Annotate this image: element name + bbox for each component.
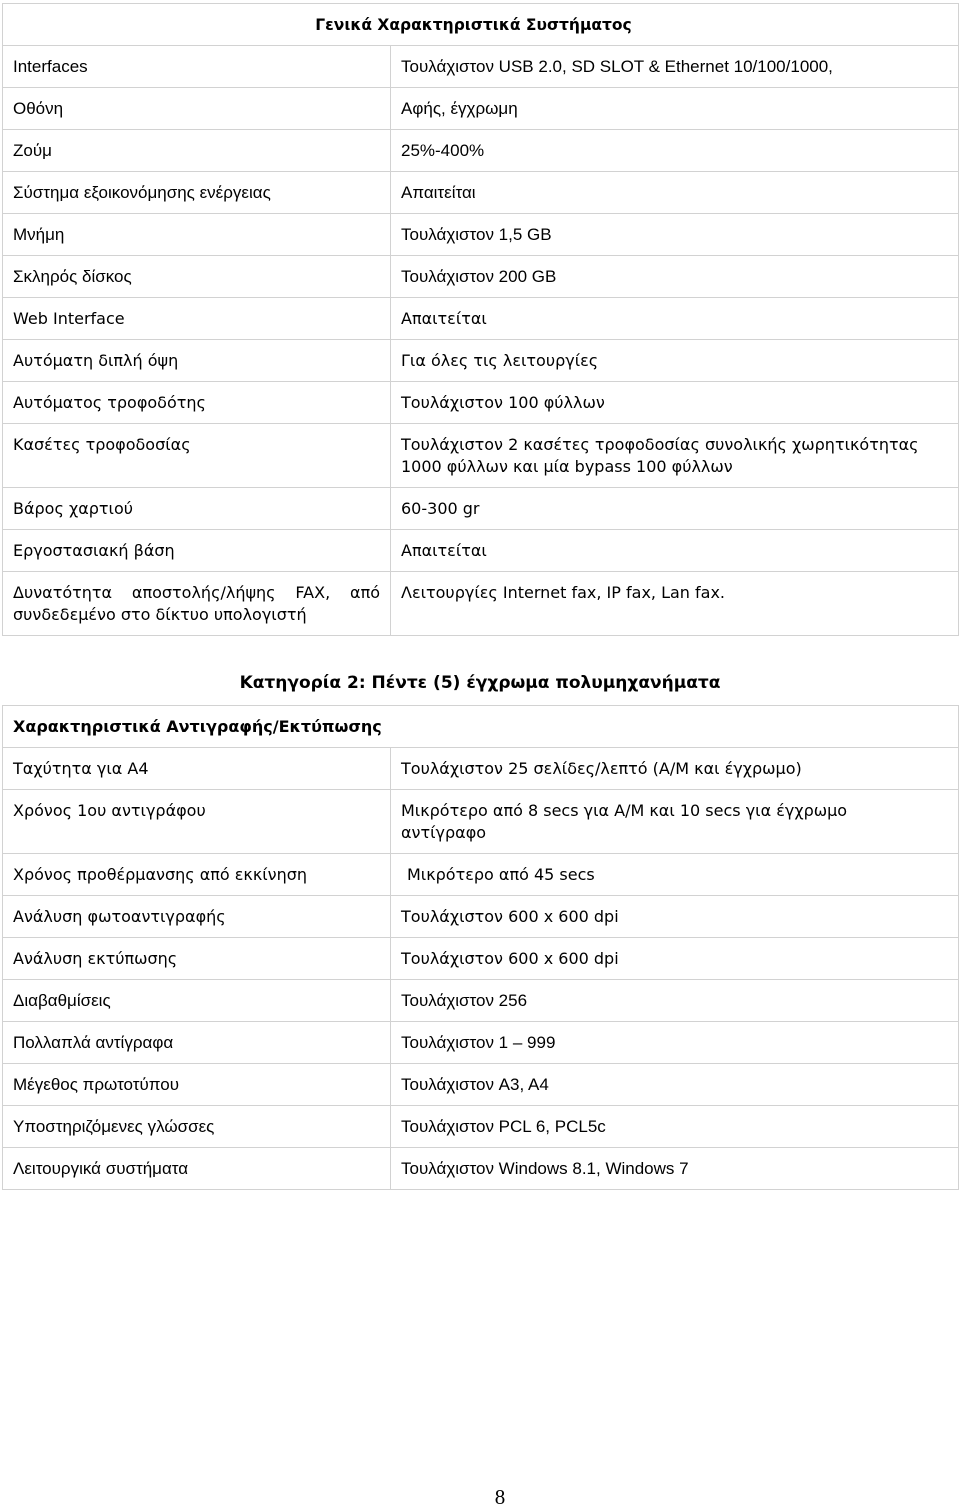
spec-label: Χρόνος προθέρμανσης από εκκίνηση xyxy=(3,854,391,896)
spec-value: Τουλάχιστον Windows 8.1, Windows 7 xyxy=(391,1148,959,1190)
spec-value: Τουλάχιστον USB 2.0, SD SLOT & Ethernet 10/100/1000, xyxy=(391,46,959,88)
spec-label: Οθόνη xyxy=(3,88,391,130)
spec-label: Βάρος χαρτιού xyxy=(3,488,391,530)
table-row xyxy=(3,854,959,896)
spec-value: 60-300 gr xyxy=(391,488,959,530)
spec-label: Ανάλυση εκτύπωσης xyxy=(3,938,391,980)
table-row xyxy=(3,382,959,424)
spec-label: Λειτουργικά συστήματα xyxy=(3,1148,391,1190)
spec-value: Μικρότερο από 8 secs για Α/Μ και 10 secs για έγχρωμο αντίγραφο xyxy=(391,790,959,854)
spec-label: Αυτόματη διπλή όψη xyxy=(3,340,391,382)
spec-label: Ταχύτητα για A4 xyxy=(3,748,391,790)
table-row xyxy=(3,88,959,130)
spec-value: Τουλάχιστον 200 GB xyxy=(391,256,959,298)
table-title: Χαρακτηριστικά Αντιγραφής/Εκτύπωσης xyxy=(3,706,959,748)
spec-value: Τουλάχιστον A3, A4 xyxy=(391,1064,959,1106)
spec-value-text: Μικρότερο από 45 secs xyxy=(407,865,595,884)
table-row xyxy=(3,938,959,980)
spec-value: Τουλάχιστον 2 κασέτες τροφοδοσίας συνολικής χωρητικότητας 1000 φύλλων και μία bypass 100 φύλλων xyxy=(391,424,959,488)
spec-label: Πολλαπλά αντίγραφα xyxy=(3,1022,391,1064)
spec-label: Χρόνος 1ου αντιγράφου xyxy=(3,790,391,854)
category-heading: Κατηγορία 2: Πέντε (5) έγχρωμα πολυμηχανήματα xyxy=(239,673,721,693)
table-row xyxy=(3,214,959,256)
spec-label: Υποστηριζόμενες γλώσσες xyxy=(3,1106,391,1148)
spec-value: Απαιτείται xyxy=(391,530,959,572)
table-row xyxy=(3,1148,959,1190)
table-row xyxy=(3,980,959,1022)
spec-label: Κασέτες τροφοδοσίας xyxy=(3,424,391,488)
table-row xyxy=(3,530,959,572)
spec-value: Απαιτείται xyxy=(391,298,959,340)
spec-value: 25%-400% xyxy=(391,130,959,172)
table-row xyxy=(3,1106,959,1148)
spec-value: Λειτουργίες Internet fax, IP fax, Lan fax. xyxy=(391,572,959,636)
spec-label: Ανάλυση φωτοαντιγραφής xyxy=(3,896,391,938)
table-row xyxy=(3,424,959,488)
table-header-row xyxy=(3,4,959,46)
spec-label: Σύστημα εξοικονόμησης ενέργειας xyxy=(3,172,391,214)
table-row xyxy=(3,1022,959,1064)
table-title: Γενικά Χαρακτηριστικά Συστήματος xyxy=(3,4,959,46)
general-specs-table xyxy=(2,3,959,636)
copy-print-specs-table xyxy=(2,705,959,1190)
spec-value: Τουλάχιστον 256 xyxy=(391,980,959,1022)
table-row xyxy=(3,748,959,790)
table-row xyxy=(3,488,959,530)
spec-value: Τουλάχιστον 600 x 600 dpi xyxy=(391,938,959,980)
spec-label: Ζούμ xyxy=(3,130,391,172)
spec-label: Διαβαθμίσεις xyxy=(3,980,391,1022)
table-row xyxy=(3,298,959,340)
spec-label: Εργοστασιακή βάση xyxy=(3,530,391,572)
spec-value: Τουλάχιστον 1,5 GB xyxy=(391,214,959,256)
spec-value: Αφής, έγχρωμη xyxy=(391,88,959,130)
spec-label: Web Interface xyxy=(3,298,391,340)
table-row xyxy=(3,46,959,88)
spec-value: Απαιτείται xyxy=(391,172,959,214)
spec-value: Τουλάχιστον PCL 6, PCL5c xyxy=(391,1106,959,1148)
spec-value: Τουλάχιστον 25 σελίδες/λεπτό (Α/Μ και έγχρωμο) xyxy=(391,748,959,790)
spec-label: Interfaces xyxy=(3,46,391,88)
table-row xyxy=(3,1064,959,1106)
table-row xyxy=(3,896,959,938)
spec-value: Τουλάχιστον 1 – 999 xyxy=(391,1022,959,1064)
table-row xyxy=(3,572,959,636)
spec-value: Τουλάχιστον 600 x 600 dpi xyxy=(391,896,959,938)
table-row xyxy=(3,340,959,382)
table-row xyxy=(3,172,959,214)
table-header-row xyxy=(3,706,959,748)
spec-label: Μνήμη xyxy=(3,214,391,256)
table-row xyxy=(3,256,959,298)
spec-label: Σκληρός δίσκος xyxy=(3,256,391,298)
spec-value xyxy=(391,854,959,896)
table-row xyxy=(3,790,959,854)
spec-label: Δυνατότητα αποστολής/λήψης FAX, από συνδεδεμένο στο δίκτυο υπολογιστή xyxy=(3,572,391,636)
spec-label: Μέγεθος πρωτοτύπου xyxy=(3,1064,391,1106)
spec-value: Τουλάχιστον 100 φύλλων xyxy=(391,382,959,424)
page-number: 8 xyxy=(494,1485,506,1509)
table-row xyxy=(3,130,959,172)
spec-value: Για όλες τις λειτουργίες xyxy=(391,340,959,382)
spec-label: Αυτόματος τροφοδότης xyxy=(3,382,391,424)
